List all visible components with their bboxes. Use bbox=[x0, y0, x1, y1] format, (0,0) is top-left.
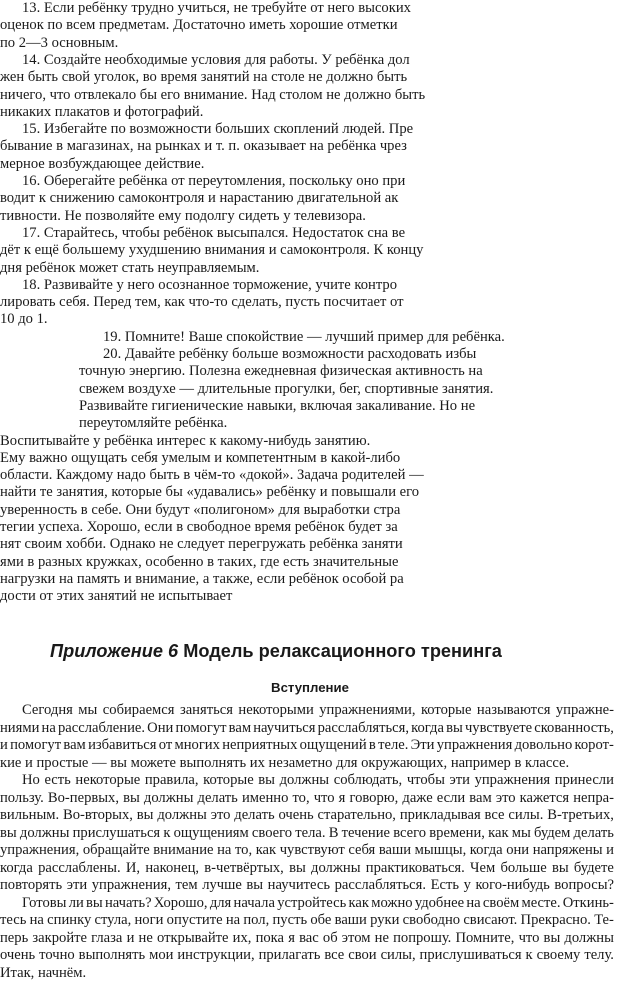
appendix-title: Модель релаксационного тренинга bbox=[178, 641, 502, 661]
text-line: нят своим хобби. Однако не следует перегружать ребёнка заняти bbox=[0, 536, 403, 553]
text-line: тивности. Не позволяйте ему подолгу сидеть у телевизора. bbox=[0, 207, 366, 224]
text-line: перь закройте глаза и не открывайте их, пока я вас об этом не попрошу. Помните, что вы должны bbox=[0, 929, 614, 946]
text-line: кие и простые — вы можете выполнять их незаметно для окружающих, например в классе. bbox=[0, 754, 570, 771]
text-line: вильным. Во-вторых, вы должны это делать очень старательно, прикладывая все силы. В-третьих, bbox=[0, 807, 614, 823]
text-line: 19. Помните! Ваше спокойствие — лучший пример для ребёнка. bbox=[103, 328, 505, 345]
text-line: когда расслаблены. И, наконец, в-четвёртых, вы должны практиковаться. Чем больше вы будете bbox=[0, 859, 614, 876]
text-line: Воспитывайте у ребёнка интерес к какому-нибудь занятию. bbox=[0, 432, 371, 449]
text-line: дости от этих занятий не испытывает bbox=[0, 588, 233, 605]
appendix-number: Приложение 6 bbox=[50, 641, 179, 661]
text-line: переутомляйте ребёнка. bbox=[79, 415, 228, 432]
text-line: оценок по всем предметам. Достаточно иметь хорошие отметки bbox=[0, 17, 398, 34]
text-line: Ему важно ощущать себя умелым и компетентным в какой-либо bbox=[0, 449, 401, 466]
text-line: 15. Избегайте по возможности больших скоплений людей. Пре bbox=[22, 121, 414, 138]
text-line: Развивайте гигиенические навыки, включая закаливание. Но не bbox=[79, 397, 476, 414]
text-line: тесь на спинку стула, ноги опустите на пол, пусть обе ваши руки свободно свисают. Прекрасно. Те- bbox=[0, 912, 614, 928]
text-line: 20. Давайте ребёнку больше возможности расходовать избы bbox=[103, 346, 477, 362]
text-line: Сегодня мы собираемся заняться некоторыми упражнениями, которые называются упражне- bbox=[22, 702, 614, 718]
text-line: водит к снижению самоконтроля и нарастанию двигательной ак bbox=[0, 190, 399, 207]
text-line: Готовы ли вы начать? Хорошо, для начала устройтесь как можно удобнее на своём месте. Откинь- bbox=[22, 894, 614, 911]
text-line: лировать себя. Перед тем, как что-то сделать, пусть посчитает от bbox=[0, 294, 404, 311]
text-line: Но есть некоторые правила, которые вы должны соблюдать, чтобы эти упражнения принесли bbox=[22, 772, 614, 788]
text-line: точную энергию. Полезна ежедневная физическая активность на bbox=[79, 363, 483, 380]
text-line: 13. Если ребёнку трудно учиться, не требуйте от него высоких bbox=[22, 0, 411, 16]
text-line: очень точно выполнять мои инструкции, прилагать все свои силы, прислушиваться к своему телу. bbox=[0, 947, 614, 963]
text-line: дня ребёнок может стать неуправляемым. bbox=[0, 259, 260, 276]
text-line: повторять эти упражнения, тем лучше вы научитесь расслабляться. Есть у кого-нибудь вопросы? bbox=[0, 877, 614, 893]
text-line: пользу. Во-первых, вы должны делать именно то, что я говорю, даже если вам это кажется непра- bbox=[0, 789, 614, 806]
text-line: ничего, что отвлекало бы его внимание. Над столом не должно быть bbox=[0, 86, 426, 103]
text-line: 10 до 1. bbox=[0, 311, 48, 328]
text-line: вы должны прислушаться к ощущениям своего тела. В течение всего времени, как мы будем делать bbox=[0, 824, 614, 841]
text-line: никаких плакатов и фотографий. bbox=[0, 103, 204, 120]
text-line: упражнения, обращайте внимание на то, как чувствуют себя ваши мышцы, когда они напряжены и bbox=[0, 842, 614, 858]
appendix-heading bbox=[50, 641, 502, 662]
text-line: мерное возбуждающее действие. bbox=[0, 155, 205, 172]
text-line: найти те занятия, которые бы «удавались» ребёнку и повышали его bbox=[0, 484, 420, 501]
text-line: тегии успеха. Хорошо, если в свободное время ребёнок будет за bbox=[0, 519, 398, 535]
text-line: 18. Развивайте у него осознанное торможение, учите контро bbox=[22, 276, 397, 293]
text-line: ниями на расслабление. Они помогут вам научиться расслабляться, когда вы чувствуете скованность, bbox=[0, 719, 614, 736]
text-line: 17. Старайтесь, чтобы ребёнок высыпался. Недостаток сна ве bbox=[22, 224, 406, 241]
text-line: дёт к ещё большему ухудшению внимания и самоконтроля. К концу bbox=[0, 242, 424, 259]
text-line: ями в разных кружках, особенно в таких, где есть значительные bbox=[0, 553, 399, 570]
section-subheading: Вступление bbox=[271, 680, 349, 695]
text-line: 14. Создайте необходимые условия для работы. У ребёнка дол bbox=[22, 51, 410, 68]
text-line: и помогут вам избавиться от многих неприятных ощущений в теле. Эти упражнения довольно корот- bbox=[0, 737, 614, 753]
text-line: бывание в магазинах, на рынках и т. п. оказывает на ребёнка чрез bbox=[0, 138, 407, 155]
text-line: жен быть свой уголок, во время занятий на столе не должно быть bbox=[0, 69, 408, 86]
text-line: области. Каждому надо быть в чём-то «докой». Задача родителей — bbox=[0, 467, 424, 484]
text-line: Итак, начнём. bbox=[0, 964, 87, 981]
text-line: нагрузки на память и внимание, а также, если ребёнок особой ра bbox=[0, 570, 404, 587]
text-line: 16. Оберегайте ребёнка от переутомления, поскольку оно при bbox=[22, 173, 406, 189]
text-line: по 2—3 основным. bbox=[0, 34, 119, 51]
text-line: свежем воздухе — длительные прогулки, бег, спортивные занятия. bbox=[79, 380, 494, 397]
text-line: уверенность в себе. Они будут «полигоном» для выработки стра bbox=[0, 501, 401, 518]
